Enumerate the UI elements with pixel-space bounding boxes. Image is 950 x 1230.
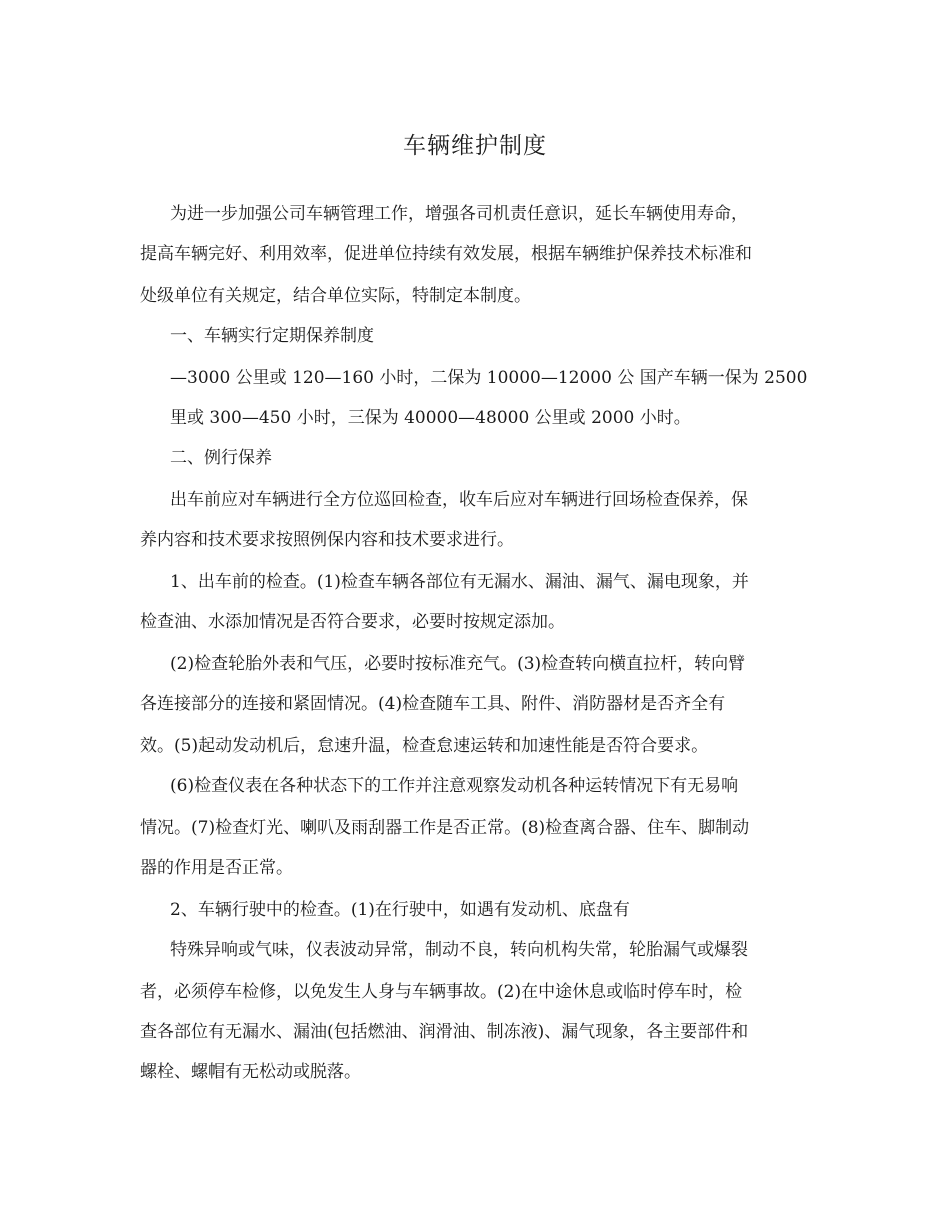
paragraph-line: 里或 300—450 小时，三保为 40000—48000 公里或 2000 小时。 bbox=[170, 408, 691, 428]
paragraph-line: 器的作用是否正常。 bbox=[140, 858, 293, 878]
paragraph-line: 各连接部分的连接和紧固情况。(4)检查随车工具、附件、消防器材是否齐全有 bbox=[140, 694, 726, 714]
paragraph-line: 检查油、水添加情况是否符合要求，必要时按规定添加。 bbox=[140, 612, 565, 632]
paragraph-line: 2、车辆行驶中的检查。(1)在行驶中，如遇有发动机、底盘有 bbox=[170, 900, 630, 920]
section-heading: 一、车辆实行定期保养制度 bbox=[170, 326, 374, 346]
paragraph-line: 效。(5)起动发动机后，怠速升温，检查怠速运转和加速性能是否符合要求。 bbox=[140, 736, 709, 756]
paragraph-line: 情况。(7)检查灯光、喇叭及雨刮器工作是否正常。(8)检查离合器、住车、脚制动 bbox=[140, 818, 750, 838]
paragraph-line: 处级单位有关规定，结合单位实际，特制定本制度。 bbox=[140, 286, 531, 306]
paragraph-line: 螺栓、螺帽有无松动或脱落。 bbox=[140, 1062, 361, 1082]
paragraph-line: —3000 公里或 120—160 小时，二保为 10000—12000 公 国产车辆一保为 2500 bbox=[170, 368, 808, 388]
paragraph-line: 养内容和技术要求按照例保内容和技术要求进行。 bbox=[140, 530, 514, 550]
paragraph-line: (6)检查仪表在各种状态下的工作并注意观察发动机各种运转情况下有无易响 bbox=[170, 776, 739, 796]
paragraph-line: (2)检查轮胎外表和气压，必要时按标准充气。(3)检查转向横直拉杆，转向臂 bbox=[170, 654, 746, 674]
document-title: 车辆维护制度 bbox=[403, 133, 547, 159]
paragraph-line: 为进一步加强公司车辆管理工作，增强各司机责任意识，延长车辆使用寿命， bbox=[170, 204, 748, 224]
paragraph-line: 特殊异响或气味，仪表波动异常，制动不良，转向机构失常，轮胎漏气或爆裂 bbox=[170, 940, 748, 960]
paragraph-line: 者，必须停车检修，以免发生人身与车辆事故。(2)在中途休息或临时停车时，检 bbox=[140, 982, 743, 1002]
paragraph-line: 查各部位有无漏水、漏油(包括燃油、润滑油、制冻液)、漏气现象，各主要部件和 bbox=[140, 1022, 749, 1042]
section-heading: 二、例行保养 bbox=[170, 448, 272, 468]
paragraph-line: 出车前应对车辆进行全方位巡回检查，收车后应对车辆进行回场检查保养，保 bbox=[170, 490, 748, 510]
paragraph-line: 提高车辆完好、利用效率，促进单位持续有效发展，根据车辆维护保养技术标准和 bbox=[140, 244, 752, 264]
paragraph-line: 1、出车前的检查。(1)检查车辆各部位有无漏水、漏油、漏气、漏电现象，并 bbox=[170, 572, 749, 592]
